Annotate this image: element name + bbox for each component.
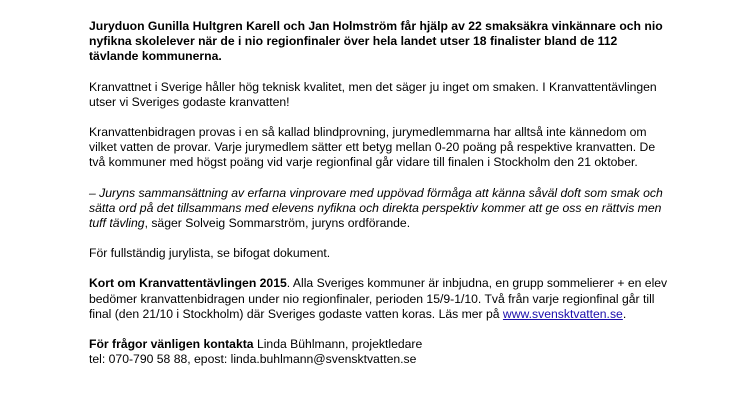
svensktvatten-link[interactable]: www.svensktvatten.se — [502, 306, 623, 321]
quote-attribution: , säger Solveig Sommarström, juryns ordförande. — [144, 216, 411, 231]
contact-heading: För frågor vänligen kontakta — [89, 337, 254, 352]
paragraph-quality: Kranvattnet i Sverige håller hög teknisk kvalitet, men det säger ju inget om smaken. I Kranvattentävlingen utser vi Sveriges godaste kranvatten! — [89, 79, 657, 109]
contact-paragraph — [89, 337, 669, 367]
lead-paragraph: Juryduon Gunilla Hultgren Karell och Jan Holmström får hjälp av 22 smaksäkra vinkännare och nio nyfikna skolelever när de i nio regionfinaler över hela landet utser 18 finalister bland de 112 tävlande kommunerna. — [89, 19, 663, 64]
about-end: . — [622, 306, 627, 321]
contact-name: Linda Bühlmann, projektledare — [253, 337, 423, 352]
about-paragraph — [89, 276, 669, 322]
press-release-body — [89, 0, 669, 367]
jury-list-note: För fullständig jurylista, se bifogat dokument. — [89, 246, 331, 261]
quote-paragraph — [89, 186, 669, 232]
paragraph-blind-tasting: Kranvattenbidragen provas i en så kallad blindprovning, jurymedlemmarna har alltså inte kännedom om vilket vatten de provar. Varje jurymedlem sätter ett betyg mellan 0-20 poäng på respektive kranvatten. De två kommuner med högst poäng vid varje regionfinal går vidare till finalen i Stockholm den 21 oktober. — [89, 125, 656, 170]
cut-off-heading-text — [89, 0, 197, 2]
quote-text: – Juryns sammansättning av erfarna vinprovare med uppövad förmåga att känna såväl doft som smak och sätta ord på det tillsammans med elevens nyfikna och direkta perspektiv kommer att ge oss en rättvis men tuff tävling — [89, 185, 663, 231]
about-text: . Alla Sveriges kommuner är inbjudna, en grupp sommelierer + en elev bedömer kranvattenbidragen under nio regionfinaler, perioden 15/9-1/10. Två från varje regionfinal går till final (den 21/10 i Stockholm) där Sveriges godaste vatten koras. Läs mer på — [89, 276, 668, 321]
about-heading: Kort om Kranvattentävlingen 2015 — [89, 276, 287, 291]
cut-off-heading — [89, 0, 669, 10]
contact-details: tel: 070-790 58 88, epost: linda.buhlmann@svensktvatten.se — [89, 352, 417, 367]
